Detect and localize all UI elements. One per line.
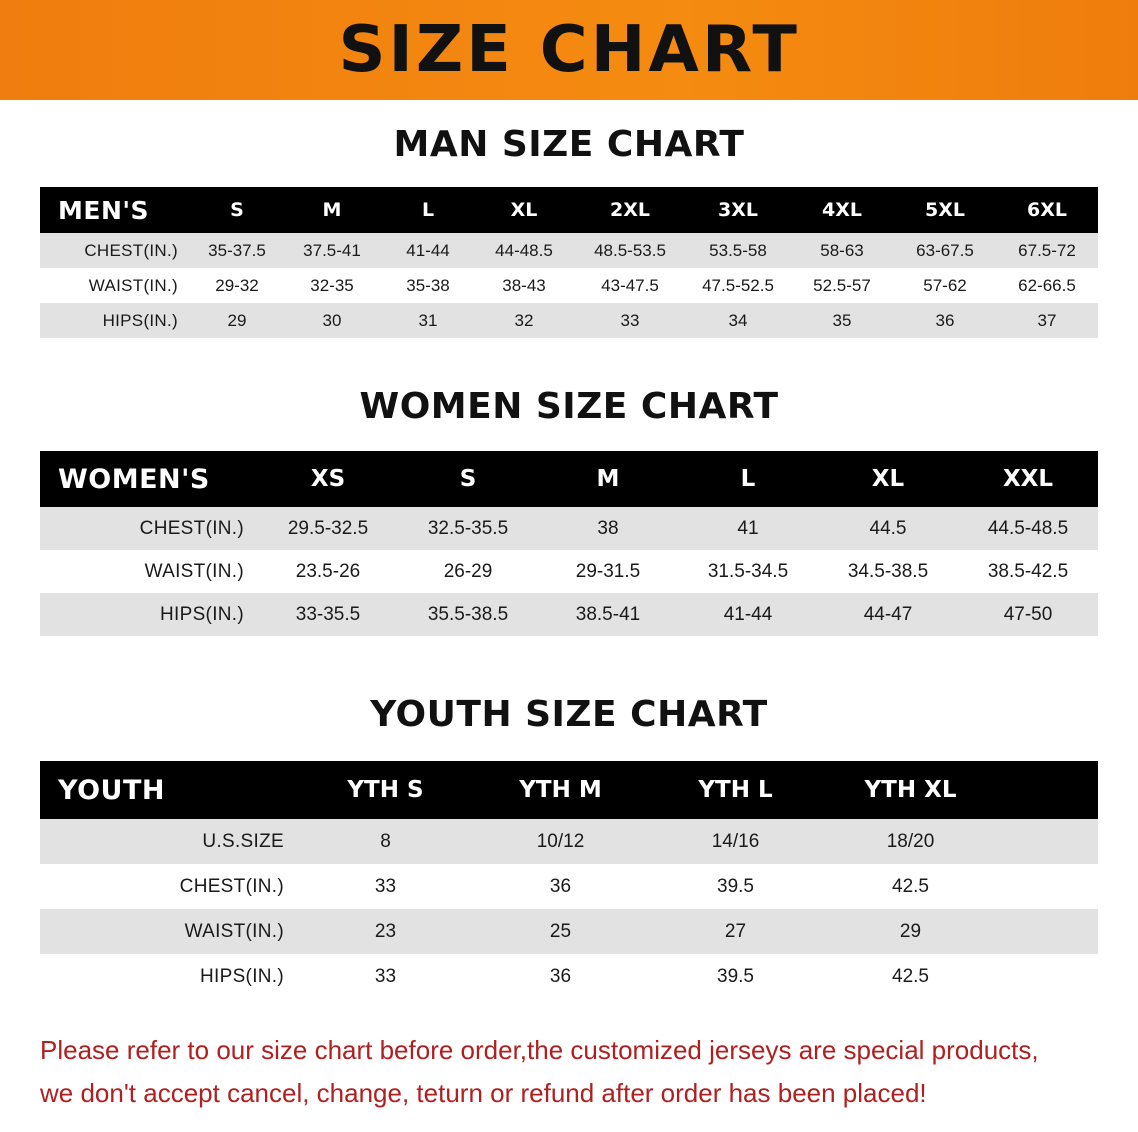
youth-header-spacer [998,761,1098,819]
table-cell: 63-67.5 [894,233,996,268]
table-cell: 18/20 [823,819,998,864]
row-label: U.S.SIZE [40,819,298,864]
row-label: HIPS(IN.) [40,593,258,636]
table-cell: 30 [282,303,382,338]
table-cell: 53.5-58 [686,233,790,268]
man-header-cell: XL [474,187,574,233]
table-cell: 25 [473,909,648,954]
table-cell: 33 [298,954,473,999]
table-cell: 32.5-35.5 [398,507,538,550]
women-size-table [40,451,1098,636]
table-cell: 33 [574,303,686,338]
table-cell: 48.5-53.5 [574,233,686,268]
table-cell: 31.5-34.5 [678,550,818,593]
table-cell: 33 [298,864,473,909]
table-row [40,550,1098,593]
table-cell: 32 [474,303,574,338]
table-row [40,593,1098,636]
man-header-cell: L [382,187,474,233]
women-header-cell: S [398,451,538,507]
table-row [40,864,1098,909]
women-header-cell: XXL [958,451,1098,507]
table-cell: 23.5-26 [258,550,398,593]
man-header-cell: 2XL [574,187,686,233]
man-size-table [40,187,1098,338]
table-cell: 57-62 [894,268,996,303]
table-row [40,819,1098,864]
table-cell: 14/16 [648,819,823,864]
table-cell: 29-31.5 [538,550,678,593]
row-label: WAIST(IN.) [40,268,192,303]
table-cell: 67.5-72 [996,233,1098,268]
table-cell-spacer [998,954,1098,999]
man-header-cell: MEN'S [40,187,192,233]
table-cell: 31 [382,303,474,338]
table-cell: 35.5-38.5 [398,593,538,636]
table-cell: 36 [473,954,648,999]
table-cell: 52.5-57 [790,268,894,303]
table-cell: 41-44 [678,593,818,636]
table-cell: 34 [686,303,790,338]
table-cell: 35-38 [382,268,474,303]
women-header-cell: L [678,451,818,507]
table-cell: 29.5-32.5 [258,507,398,550]
women-section-title: WOMEN SIZE CHART [359,386,779,427]
size-chart-banner [0,0,1138,100]
table-cell: 43-47.5 [574,268,686,303]
table-cell: 29 [192,303,282,338]
row-label: CHEST(IN.) [40,233,192,268]
youth-header-cell: YOUTH [40,761,298,819]
table-cell: 38 [538,507,678,550]
table-cell: 37 [996,303,1098,338]
table-cell: 39.5 [648,864,823,909]
row-label: HIPS(IN.) [40,303,192,338]
table-cell: 32-35 [282,268,382,303]
women-size-table-wrap [40,451,1098,636]
table-cell: 36 [473,864,648,909]
youth-section-title: YOUTH SIZE CHART [370,694,768,735]
row-label: WAIST(IN.) [40,909,298,954]
table-row [40,233,1098,268]
table-cell: 44.5-48.5 [958,507,1098,550]
table-cell: 47-50 [958,593,1098,636]
table-cell: 35-37.5 [192,233,282,268]
row-label: HIPS(IN.) [40,954,298,999]
women-header-cell: WOMEN'S [40,451,258,507]
table-cell: 36 [894,303,996,338]
man-header-cell: 6XL [996,187,1098,233]
table-cell-spacer [998,864,1098,909]
man-header-cell: M [282,187,382,233]
table-cell: 41 [678,507,818,550]
table-cell: 58-63 [790,233,894,268]
man-header-cell: 5XL [894,187,996,233]
women-header-cell: M [538,451,678,507]
youth-header-cell: YTH L [648,761,823,819]
table-cell: 47.5-52.5 [686,268,790,303]
table-cell: 38-43 [474,268,574,303]
women-header-cell: XL [818,451,958,507]
man-header-cell: S [192,187,282,233]
table-cell: 10/12 [473,819,648,864]
youth-size-table-wrap [40,761,1098,999]
table-cell: 42.5 [823,864,998,909]
table-cell: 41-44 [382,233,474,268]
man-size-table-wrap [40,187,1098,338]
table-cell: 39.5 [648,954,823,999]
table-cell: 8 [298,819,473,864]
table-cell-spacer [998,819,1098,864]
row-label: CHEST(IN.) [40,507,258,550]
table-cell: 37.5-41 [282,233,382,268]
table-cell: 35 [790,303,894,338]
youth-size-table [40,761,1098,999]
table-cell: 34.5-38.5 [818,550,958,593]
table-cell: 26-29 [398,550,538,593]
youth-header-cell: YTH XL [823,761,998,819]
youth-header-cell: YTH M [473,761,648,819]
table-cell: 29 [823,909,998,954]
table-row [40,909,1098,954]
table-cell: 29-32 [192,268,282,303]
table-cell: 42.5 [823,954,998,999]
table-cell: 62-66.5 [996,268,1098,303]
return-policy-note [40,1029,1098,1115]
man-header-cell: 4XL [790,187,894,233]
table-cell: 27 [648,909,823,954]
note-line-1: Please refer to our size chart before order,the customized jerseys are special products, [40,1035,1039,1065]
table-cell-spacer [998,909,1098,954]
youth-header-cell: YTH S [298,761,473,819]
table-cell: 33-35.5 [258,593,398,636]
table-row [40,303,1098,338]
table-cell: 23 [298,909,473,954]
table-row [40,954,1098,999]
page-title: SIZE CHART [338,13,800,87]
women-header-cell: XS [258,451,398,507]
row-label: CHEST(IN.) [40,864,298,909]
table-cell: 38.5-42.5 [958,550,1098,593]
man-table-header-row [40,187,1098,233]
table-cell: 44-47 [818,593,958,636]
table-cell: 44.5 [818,507,958,550]
man-section-title: MAN SIZE CHART [393,124,745,165]
women-table-header-row [40,451,1098,507]
table-row [40,268,1098,303]
youth-table-header-row [40,761,1098,819]
note-line-2: we don't accept cancel, change, teturn or refund after order has been placed! [40,1077,927,1108]
table-row [40,507,1098,550]
table-cell: 38.5-41 [538,593,678,636]
row-label: WAIST(IN.) [40,550,258,593]
table-cell: 44-48.5 [474,233,574,268]
man-header-cell: 3XL [686,187,790,233]
